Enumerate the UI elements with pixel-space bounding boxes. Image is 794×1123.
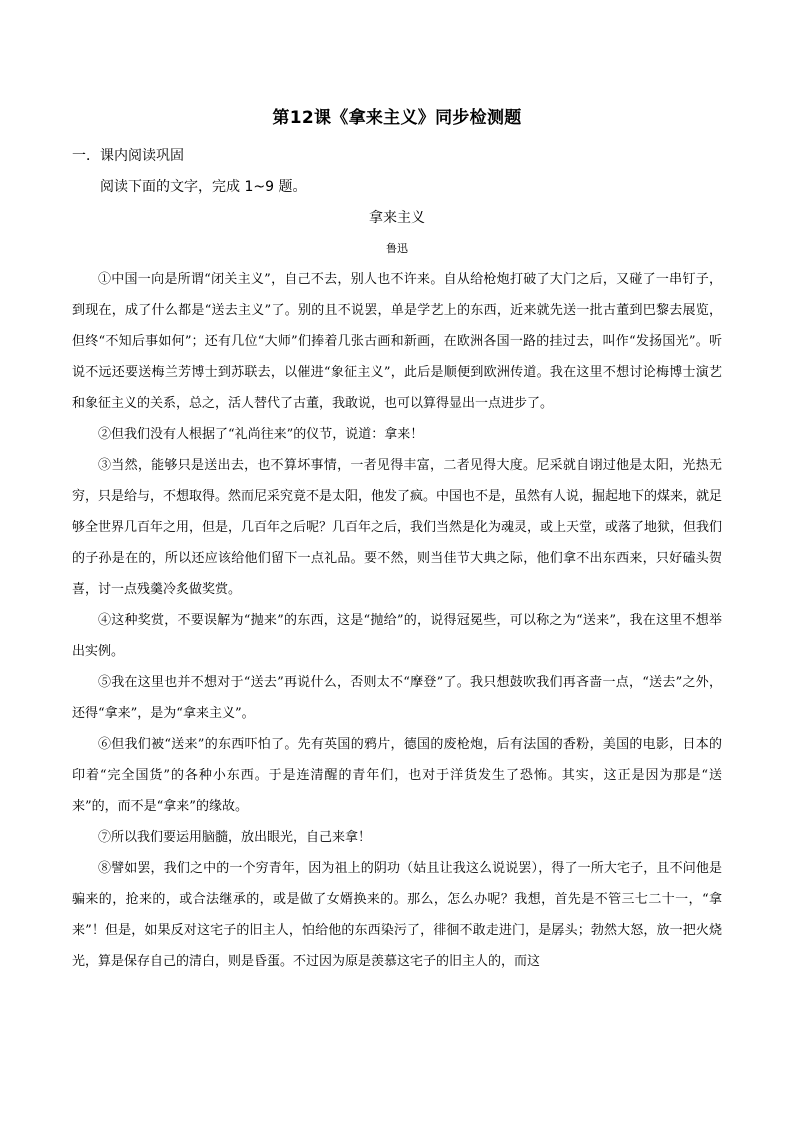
- paragraph-7: ⑦所以我们要运用脑髓，放出眼光，自己来拿！: [98, 830, 372, 845]
- paragraph-5: ⑤我在这里也并不想对于“送去”再说什么，否则太不“摩登”了。我只想鼓吹我们再吝啬一点，“送去”之外，还得“拿来”，是为“拿来主义”。: [72, 675, 722, 721]
- essay-body: [72, 264, 722, 977]
- paragraph-2: ②但我们没有人根据了“礼尚往来”的仪节，说道：拿来！: [98, 427, 424, 442]
- paragraph-1: ①中国一向是所谓“闭关主义”，自己不去，别人也不许来。自从给枪炮打破了大门之后，又碰了一串钉子，到现在，成了什么都是“送去主义”了。别的且不说罢，单是学艺上的东西，近来就先送一批古董到巴黎去展览，但终“不知后事如何”；还有几位“大师”们捧着几张古画和新画，在欧洲各国一路的挂过去，叫作“发扬国光”。听说不远还要送梅兰芳博士到苏联去，以催进“象征主义”，此后是顺便到欧洲传道。我在这里不想讨论梅博士演艺和象征主义的关系，总之，活人替代了古董，我敢说，也可以算得显出一点进步了。: [72, 272, 722, 411]
- essay-title: 拿来主义: [369, 210, 425, 226]
- section-heading: 一．课内阅读巩固: [72, 148, 184, 164]
- document-title: 第12课《拿来主义》同步检测题: [272, 108, 522, 128]
- paragraph-3: ③当然，能够只是送出去，也不算坏事情，一者见得丰富，二者见得大度。尼采就自诩过他是太阳，光热无穷，只是给与，不想取得。然而尼采究竟不是太阳，他发了疯。中国也不是，虽然有人说，掘起地下的煤来，就足够全世界几百年之用，但是，几百年之后呢？几百年之后，我们当然是化为魂灵，或上天堂，或落了地狱，但我们的子孙是在的，所以还应该给他们留下一点礼品。要不然，则当佳节大典之际，他们拿不出东西来，只好磕头贺喜，讨一点残羹冷炙做奖赏。: [72, 458, 723, 597]
- essay-author: 鲁迅: [386, 242, 408, 255]
- paragraph-8: ⑧譬如罢，我们之中的一个穷青年，因为祖上的阴功（姑且让我这么说说罢），得了一所大宅子，且不问他是骗来的，抢来的，或合法继承的，或是做了女婿换来的。那么，怎么办呢？我想，首先是不管三七二十一，“拿来”！但是，如果反对这宅子的旧主人，怕给他的东西染污了，徘徊不敢走进门，是孱头；勃然大怒，放一把火烧光，算是保存自己的清白，则是昏蛋。不过因为原是羡慕这宅子的旧主人的，而这: [72, 861, 722, 969]
- reading-instruction: 阅读下面的文字，完成 1~9 题。: [100, 179, 307, 195]
- paragraph-6: ⑥但我们被“送来”的东西吓怕了。先有英国的鸦片，德国的废枪炮，后有法国的香粉，美国的电影，日本的印着“完全国货”的各种小东西。于是连清醒的青年们，也对于洋货发生了恐怖。其实，这正是因为那是“送来”的，而不是“拿来”的缘故。: [72, 737, 722, 814]
- paragraph-4: ④这种奖赏，不要误解为“抛来”的东西，这是“抛给”的，说得冠冕些，可以称之为“送来”，我在这里不想举出实例。: [72, 613, 722, 659]
